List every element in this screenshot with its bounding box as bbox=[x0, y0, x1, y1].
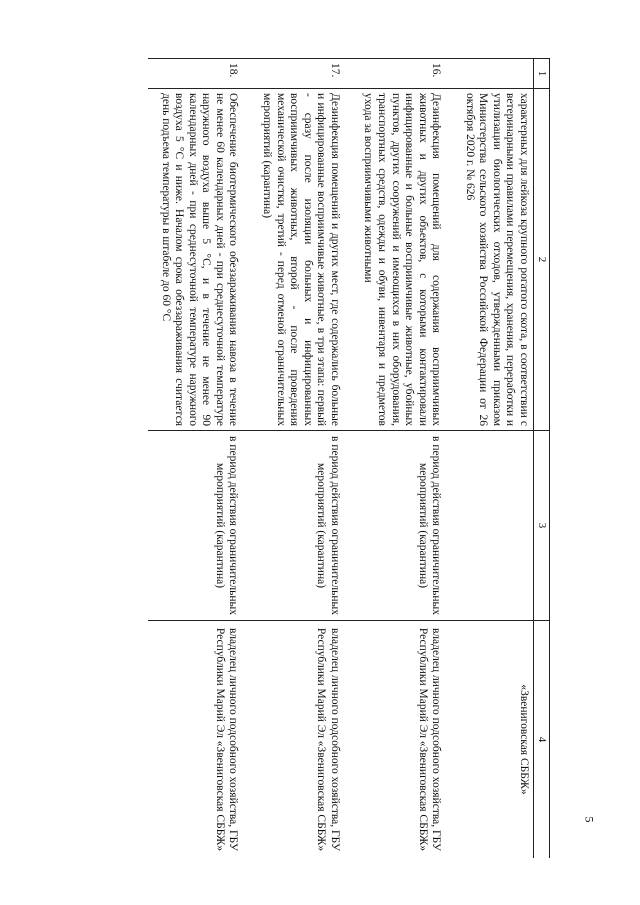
header-col-1: 1 bbox=[534, 59, 550, 89]
header-col-4: 4 bbox=[534, 621, 550, 859]
header-col-2: 2 bbox=[534, 89, 550, 431]
row-number: 18. bbox=[148, 59, 249, 89]
table-header-row bbox=[534, 59, 550, 859]
measure-period: в период действия ограничительных мероприятий (карантина) bbox=[148, 431, 249, 621]
measures-table bbox=[148, 58, 550, 858]
measure-description: Дезинфекция помещений для содержания восприимчивых животных и других объектов, с которыми контактировали инфицированные и больные восприимчивые животные, убойных пунктов, других сооружений и имеющихся в них оборудования, транспортных средств, одежды и обуви, инвентаря и предметов ухода за восприимчивыми животными bbox=[351, 89, 452, 431]
measure-period: в период действия ограничительных мероприятий (карантина) bbox=[249, 431, 350, 621]
measure-description: Обеспечение биотермического обеззараживания навоза в течение не менее 60 календарных дней - при среднесуточной температуре наружного воздуха выше 5 °С, и в течение не менее 90 календарных дней - при среднесуточной температуре наружного воздуха 5 °С и ниже. Началом срока обеззараживания считается день подъема температуры в штабеле до 60 °С bbox=[148, 89, 249, 431]
measure-responsible: владелец личного подсобного хозяйства, ГБУ Республики Марий Эл «Звениговская СББЖ» bbox=[351, 621, 452, 859]
row-number: 17. bbox=[249, 59, 350, 89]
table-row bbox=[351, 59, 452, 859]
page-number: 5 bbox=[582, 816, 597, 823]
measure-description: Дезинфекция помещений и других мест, где содержались больные и инфицированные восприимчивые животные, в три этапа: первый - сразу после изоляции больных и инфицированных восприимчивых животных, второй - после проведения механической очистки, третий - перед отменой ограничительных мероприятий (карантина) bbox=[249, 89, 350, 431]
measure-responsible: владелец личного подсобного хозяйства, ГБУ Республики Марий Эл «Звениговская СББЖ» bbox=[148, 621, 249, 859]
header-col-3: 3 bbox=[534, 431, 550, 621]
measure-period bbox=[452, 431, 533, 621]
table-row bbox=[148, 59, 249, 859]
table-row bbox=[249, 59, 350, 859]
rotated-sheet bbox=[40, 58, 550, 858]
row-number bbox=[452, 59, 533, 89]
measure-responsible: «Звениговская СББЖ» bbox=[452, 621, 533, 859]
table-row-continuation bbox=[452, 59, 533, 859]
measure-period: в период действия ограничительных мероприятий (карантина) bbox=[351, 431, 452, 621]
measure-responsible: владелец личного подсобного хозяйства, ГБУ Республики Марий Эл «Звениговская СББЖ» bbox=[249, 621, 350, 859]
row-number: 16. bbox=[351, 59, 452, 89]
measure-description: характерных для лейкоза крупного рогатого скота, в соответствии с ветеринарными правилами перемещения, хранения, переработки и утилизации биологических отходов, утвержденными приказом Министерства сельского хозяйства Российской Федерации от 26 октября 2020 г. № 626 bbox=[452, 89, 533, 431]
rotated-content bbox=[40, 58, 550, 858]
